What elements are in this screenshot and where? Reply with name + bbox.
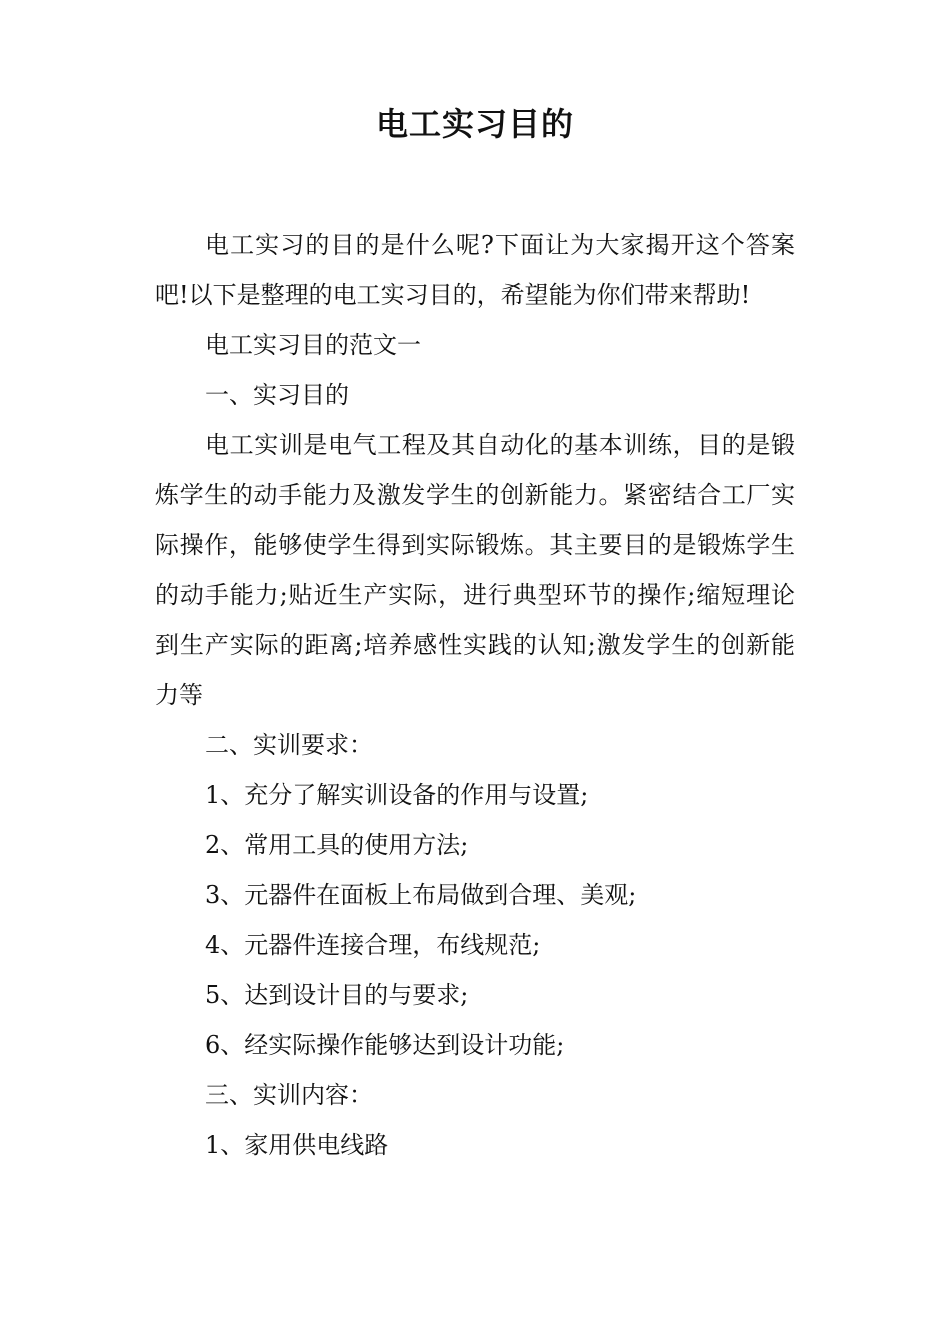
document-body: [155, 220, 795, 1170]
content-item: 1、家用供电线路: [205, 1131, 389, 1159]
requirement-item: 3、元器件在面板上布局做到合理、美观;: [205, 881, 637, 909]
purpose-paragraph: 电工实训是电气工程及其自动化的基本训练，目的是锻炼学生的动手能力及激发学生的创新能力。紧密结合工厂实际操作，能够使学生得到实际锻炼。其主要目的是锻炼学生的动手能力;贴近生产实际，进行典型环节的操作;缩短理论到生产实际的距离;培养感性实践的认知;激发学生的创新能力等: [155, 431, 795, 709]
section-heading-requirements: 二、实训要求：: [205, 731, 373, 759]
document-title: 电工实习目的: [375, 105, 574, 143]
section-heading-purpose: 一、实习目的: [205, 381, 349, 409]
intro-paragraph: 电工实习的目的是什么呢?下面让为大家揭开这个答案吧!以下是整理的电工实习目的，希望能为你们带来帮助!: [155, 231, 795, 309]
requirement-item: 5、达到设计目的与要求;: [205, 981, 469, 1009]
section-heading-sample-one: 电工实习目的范文一: [205, 331, 421, 359]
requirement-item: 2、常用工具的使用方法;: [205, 831, 469, 859]
requirement-item: 1、充分了解实训设备的作用与设置;: [205, 781, 589, 809]
requirement-item: 6、经实际操作能够达到设计功能;: [205, 1031, 565, 1059]
section-heading-content: 三、实训内容：: [205, 1081, 373, 1109]
requirement-item: 4、元器件连接合理，布线规范;: [205, 931, 541, 959]
